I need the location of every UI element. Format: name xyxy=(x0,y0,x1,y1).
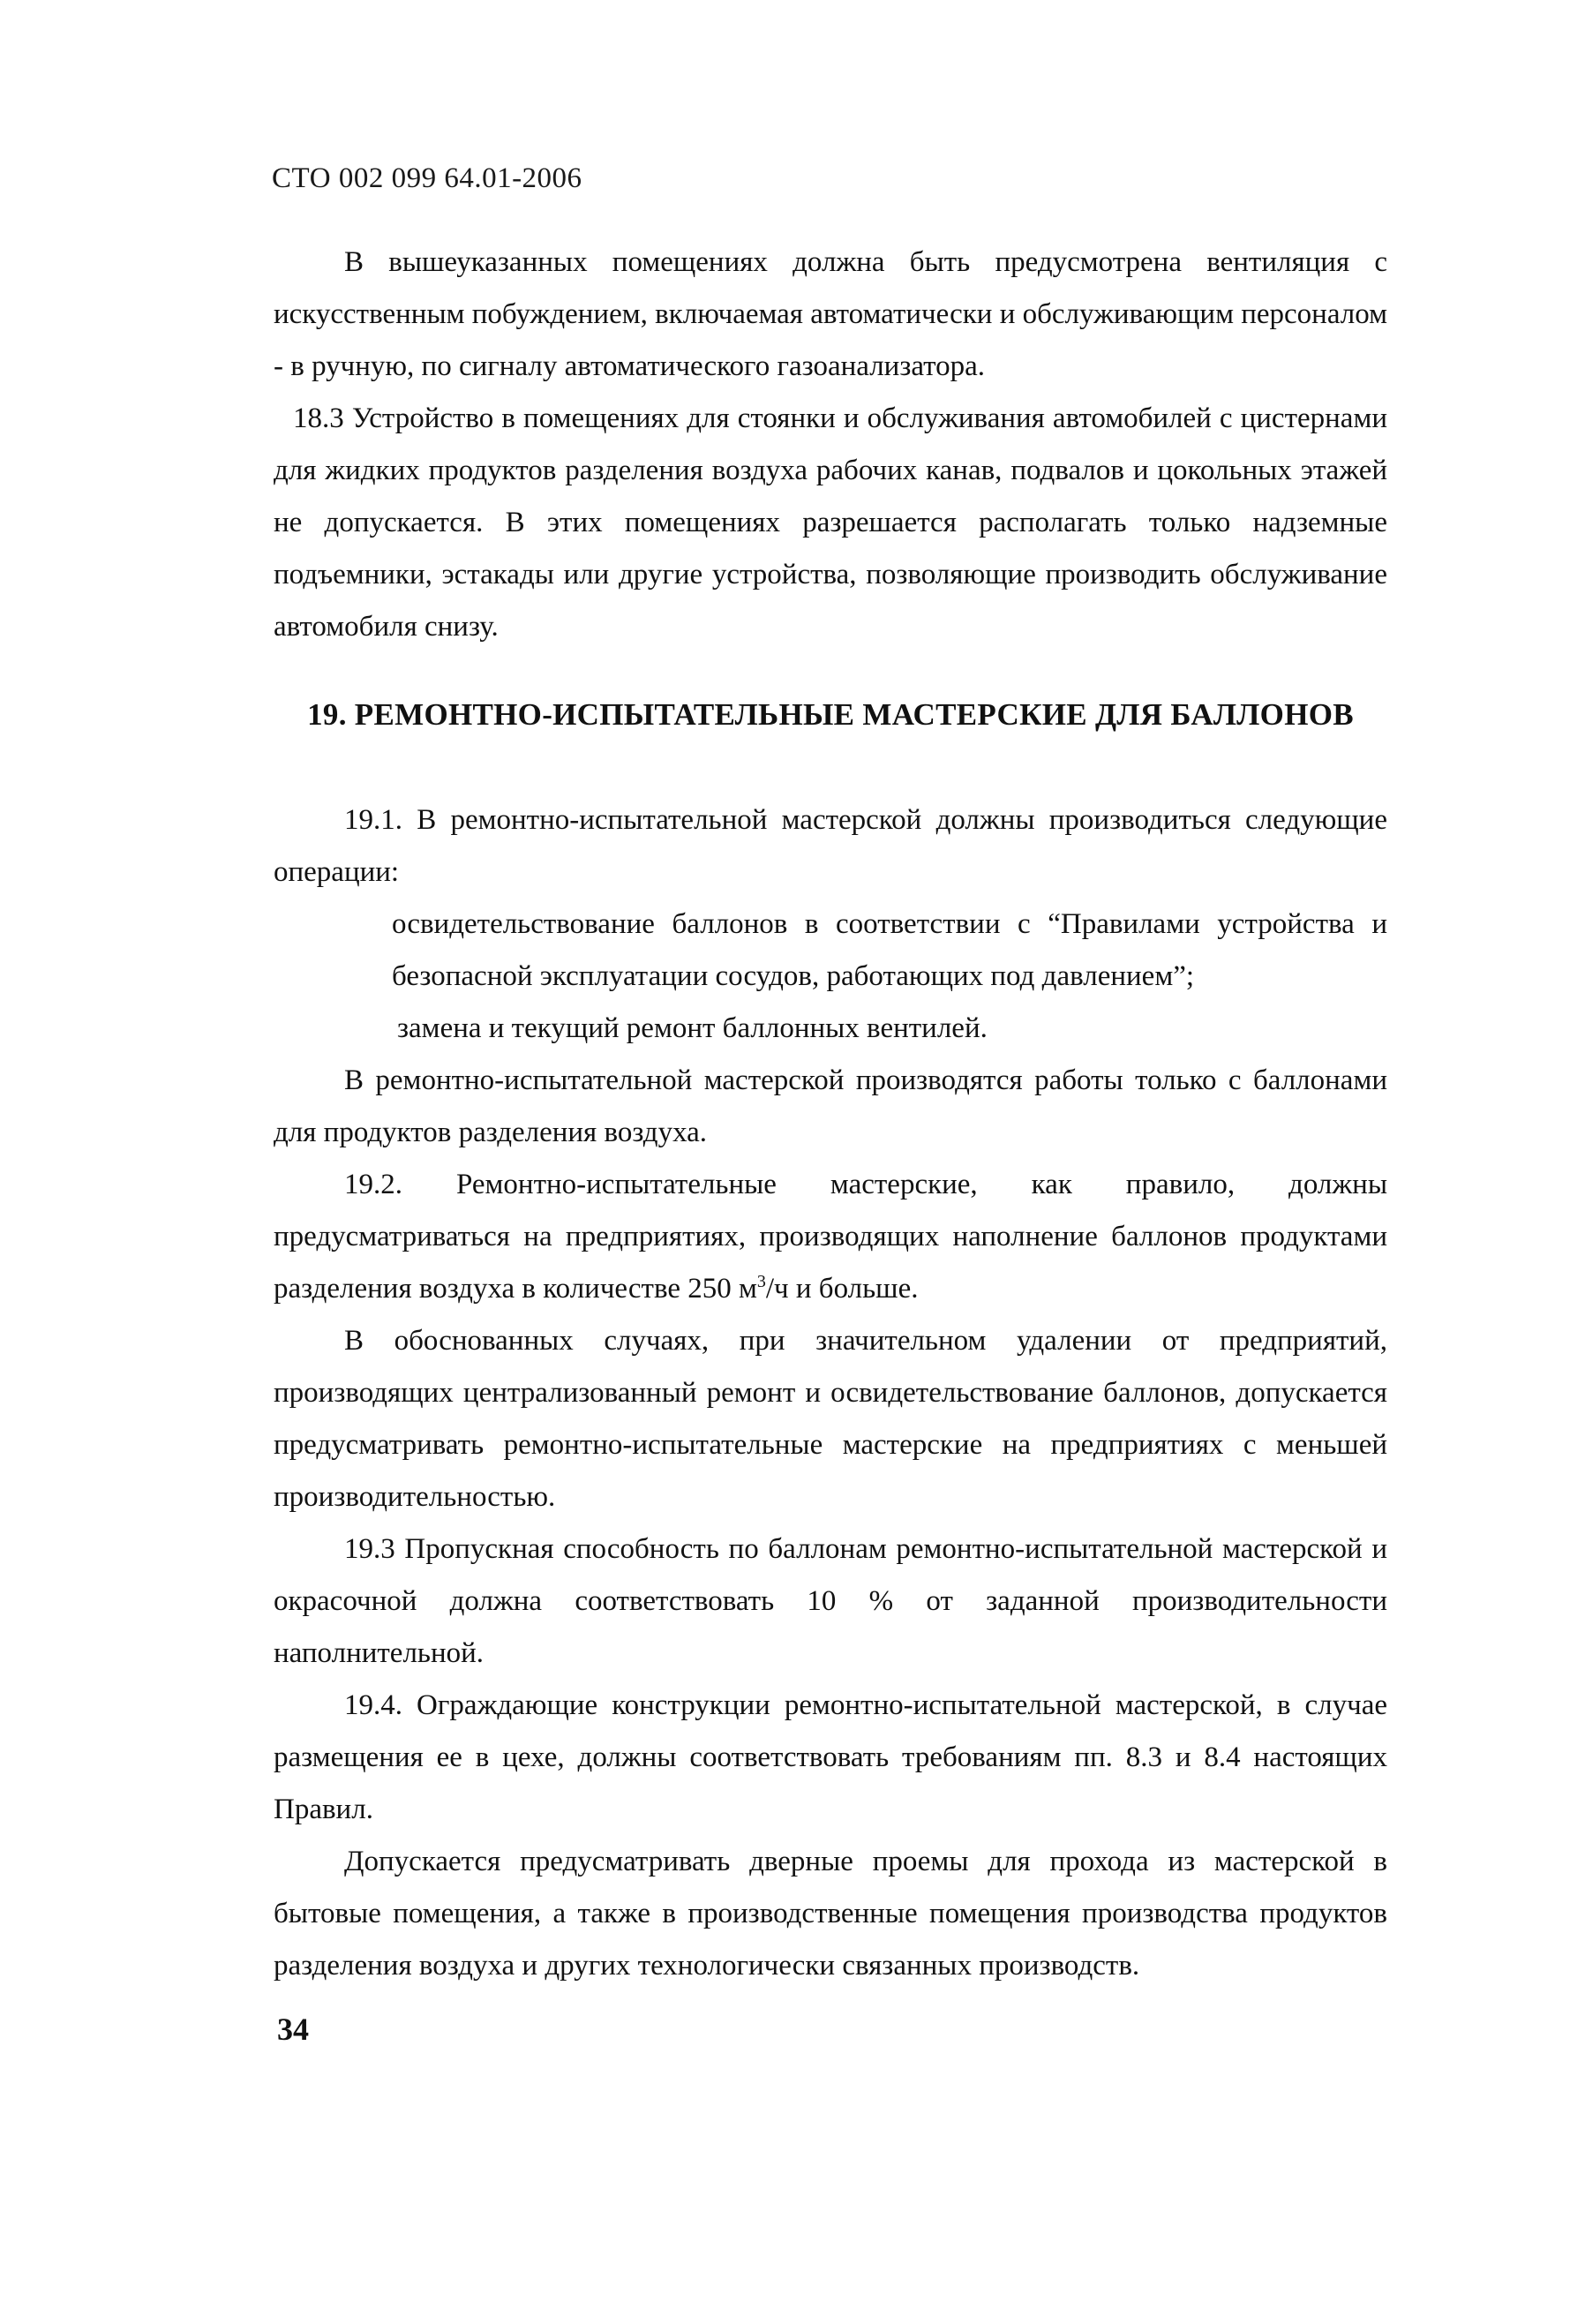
paragraph-19-3: 19.3 Пропускная способность по баллонам ремонтно-испытательной мастерской и окрасочной должна соответствовать 10 % от заданной производительности наполнительной. xyxy=(274,1533,1387,1669)
list-item-certification xyxy=(274,899,1387,1003)
paragraph-justified-cases: В обоснованных случаях, при значительном удалении от предприятий, производящих централизованный ремонт и освидетельствование баллонов, допускается предусматривать ремонтно-испытательные мастерские на предприятиях с меньшей производительностью. xyxy=(274,1325,1387,1513)
paragraph-door-openings: Допускается предусматривать дверные проемы для прохода из мастерской в бытовые помещения, а также в производственные помещения производства продуктов разделения воздуха и других технологически связанных производств. xyxy=(274,1846,1387,1982)
superscript-cubic: 3 xyxy=(756,1272,766,1291)
list-item-valve-repair: замена и текущий ремонт баллонных вентилей. xyxy=(397,1012,988,1044)
paragraph-19-2-text: 19.2. Ремонтно-испытательные мастерские, как правило, должны предусматриваться на предприятиях, производящих наполнение баллонов продуктами разделения воздуха в количестве 250 м xyxy=(274,1169,1387,1305)
paragraph-19-4: 19.4. Ограждающие конструкции ремонтно-испытательной мастерской, в случае размещения ее в цехе, должны соответствовать требованиям пп. 8.3 и 8.4 настоящих Правил. xyxy=(274,1689,1387,1825)
section-title-19: 19. РЕМОНТНО-ИСПЫТАТЕЛЬНЫЕ МАСТЕРСКИЕ ДЛЯ БАЛЛОНОВ xyxy=(307,697,1354,732)
paragraph-19-1: 19.1. В ремонтно-испытательной мастерской должны производиться следующие операции: xyxy=(274,804,1387,888)
page-number: 34 xyxy=(277,2012,309,2047)
text-block-section-18 xyxy=(274,237,1387,653)
document-code-header: СТО 002 099 64.01-2006 xyxy=(272,162,582,194)
paragraph-workshop-cylinders: В ремонтно-испытательной мастерской производятся работы только с баллонами для продуктов разделения воздуха. xyxy=(274,1064,1387,1148)
paragraph-19-2 xyxy=(274,1159,1387,1315)
list-item-certification-text: освидетельствование баллонов в соответствии с “Правилами устройства и безопасной эксплуатации сосудов, работающих под давлением”; xyxy=(392,908,1387,992)
paragraph-18-3: 18.3 Устройство в помещениях для стоянки и обслуживания автомобилей с цистернами для жидких продуктов разделения воздуха рабочих канав, подвалов и цокольных этажей не допускается. В этих помещениях разрешается располагать только надземные подъемники, эстакады или другие устройства, позволяющие производить обслуживание автомобиля снизу. xyxy=(274,402,1387,643)
paragraph-ventilation: В вышеуказанных помещениях должна быть предусмотрена вентиляция с искусственным побуждением, включаемая автоматически и обслуживающим персоналом - в ручную, по сигналу автоматического газоанализатора. xyxy=(274,246,1387,382)
text-block-section-19 xyxy=(274,794,1387,1992)
paragraph-19-2-text-end: /ч и больше. xyxy=(765,1273,919,1305)
